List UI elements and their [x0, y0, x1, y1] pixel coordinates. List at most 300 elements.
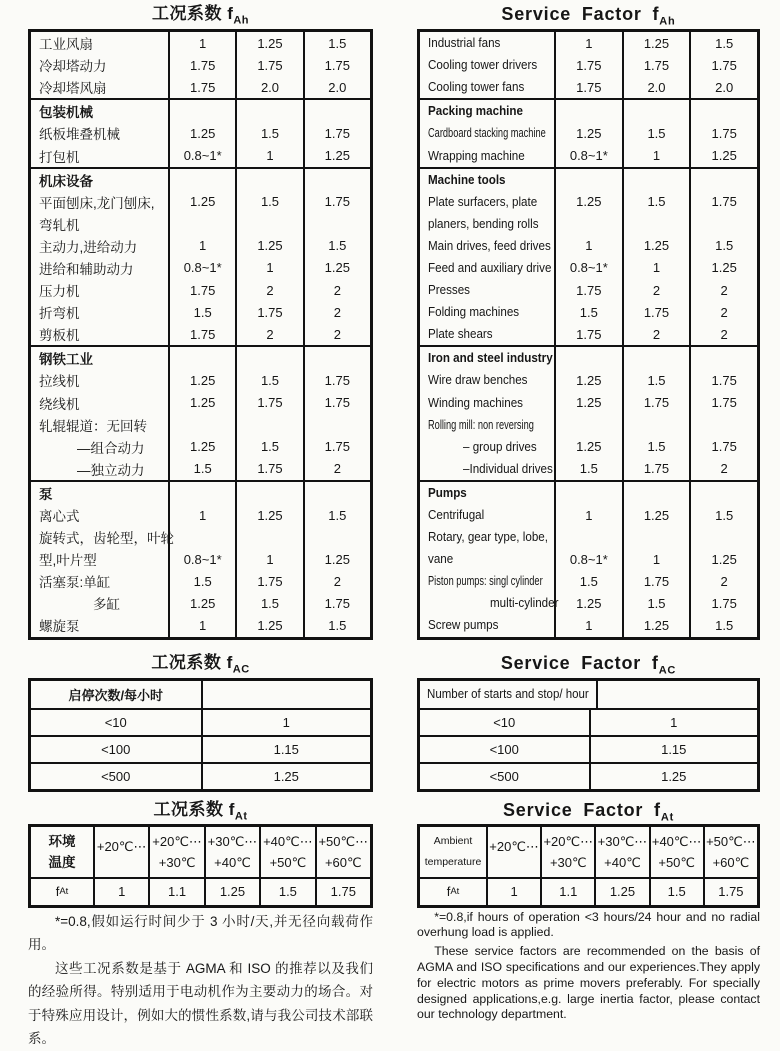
factor-symbol: f [446, 884, 451, 900]
factor-value [622, 347, 690, 369]
factor-value [168, 213, 235, 235]
table-row [31, 54, 370, 76]
factor-value: 1 [554, 32, 622, 54]
table-row [31, 436, 370, 458]
factor-value: 1.75 [703, 879, 757, 905]
footnote-recommendation-note: These service factors are recommended on the basis of AGMA and ISO specifications and our experiences.They apply for electric motors as prime movers preferably. For specially designed applications,e.g. large inertia factor, please contact our technology department. [417, 944, 760, 1022]
range-line: +50℃ [658, 854, 696, 870]
temperature-range [259, 827, 314, 877]
footnote-en [417, 910, 760, 1024]
range-line: +60℃ [712, 854, 750, 870]
factor-value: 1.75 [303, 436, 370, 458]
header-line: temperature [424, 855, 482, 868]
range-line: +50℃⋯ [706, 833, 756, 849]
row-label-text: 工业风扇 [39, 37, 93, 53]
factor-value [554, 482, 622, 504]
row-label [31, 414, 168, 436]
row-label [31, 122, 168, 144]
factor-value: 1.25 [554, 191, 622, 213]
factor-value: 1.75 [622, 392, 690, 414]
factor-value [235, 347, 302, 369]
table-header-row [420, 681, 757, 708]
row-label-text: Rolling mill: non reversing [428, 417, 534, 432]
factor-symbol: f [55, 884, 60, 900]
row-label-text: Industrial fans [428, 36, 501, 51]
table-row [31, 32, 370, 54]
row-label [31, 32, 168, 54]
factor-value: 1.5 [259, 879, 314, 905]
row-label-text: 钢铁工业 [39, 352, 93, 368]
table-row [420, 279, 757, 301]
factor-value: 1 [235, 144, 302, 166]
table-row [31, 392, 370, 414]
range-line: +50℃⋯ [318, 833, 369, 849]
table-row [31, 279, 370, 301]
factor-value: 1.25 [168, 436, 235, 458]
table-row [31, 191, 370, 213]
table-row [31, 458, 370, 480]
factor-value: 1 [235, 257, 302, 279]
table-row [420, 301, 757, 323]
fat-title-en [417, 799, 760, 824]
factor-value: 1.5 [168, 458, 235, 480]
row-label [420, 191, 554, 213]
factor-value: 1.25 [303, 548, 370, 570]
factor-value: 2 [303, 323, 370, 345]
factor-value [303, 414, 370, 436]
factor-value [689, 100, 757, 122]
row-label-text: Cooling tower drivers [428, 58, 538, 73]
row-label-text: 绕线机 [39, 396, 80, 412]
factor-value: 2 [689, 323, 757, 345]
row-label-text: vane [428, 552, 454, 567]
factor-value [303, 526, 370, 548]
factor-value [554, 414, 622, 436]
factor-value: 1.25 [168, 122, 235, 144]
factor-value: 2 [235, 323, 302, 345]
factor-value: 1.75 [622, 458, 690, 480]
row-label [31, 279, 168, 301]
ambient-temperature-label [31, 827, 93, 877]
row-label-text: 旋转式，齿轮型，叶轮 [39, 531, 174, 547]
factor-value: 1.25 [594, 879, 648, 905]
temperature-range [93, 827, 148, 877]
factor-value [168, 169, 235, 191]
row-label-text: Pumps [428, 485, 467, 500]
factor-value: 1.75 [622, 570, 690, 592]
row-label [420, 279, 554, 301]
row-label-text: Main drives, feed drives [428, 238, 551, 253]
factor-value: 1.75 [303, 369, 370, 391]
factor-value [689, 414, 757, 436]
range-line: +30℃ [158, 854, 196, 870]
row-label-text: 螺旋泵 [39, 619, 80, 635]
factor-value: 1.75 [235, 570, 302, 592]
factor-value [235, 100, 302, 122]
factor-value: 1.75 [554, 76, 622, 98]
fac-table-zh [28, 678, 373, 792]
factor-value: 1.25 [201, 764, 371, 789]
factor-value: 1.75 [235, 392, 302, 414]
factor-value [303, 213, 370, 235]
starts-per-hour-header: Number of starts and stop/ hour [427, 687, 589, 702]
row-label-text: 泵 [39, 486, 53, 502]
factor-value [554, 526, 622, 548]
factor-value: 1 [486, 879, 540, 905]
table-row [420, 504, 757, 526]
factor-value [622, 526, 690, 548]
table-row [31, 144, 370, 166]
factor-value: 1.75 [689, 436, 757, 458]
factor-value: 1.75 [303, 54, 370, 76]
factor-value [168, 347, 235, 369]
factor-value [235, 414, 302, 436]
row-label [420, 213, 554, 235]
row-label [31, 504, 168, 526]
row-label [420, 482, 554, 504]
header-line: 环境 [48, 833, 76, 849]
temperature-range [486, 827, 540, 877]
factor-value: 1.25 [168, 392, 235, 414]
factor-value: 1.5 [235, 191, 302, 213]
factor-value [622, 100, 690, 122]
factor-value: 0.8~1* [168, 548, 235, 570]
title-subscript: Ah [233, 14, 250, 27]
starts-count: <500 [489, 768, 519, 784]
factor-value [235, 482, 302, 504]
row-label-text: Centrifugal [428, 508, 485, 523]
factor-value: 2.0 [622, 76, 690, 98]
table-row [31, 735, 370, 762]
factor-value: 2 [303, 458, 370, 480]
factor-value: 1.75 [689, 592, 757, 614]
range-line: +20℃⋯ [152, 833, 202, 849]
row-label [31, 526, 174, 548]
row-label [420, 392, 554, 414]
row-label [420, 323, 554, 345]
table-row [31, 762, 370, 789]
factor-value: 2 [689, 570, 757, 592]
factor-value: 1.25 [235, 614, 302, 636]
row-label-text: Packing machine [428, 104, 523, 119]
factor-value: 1.25 [168, 191, 235, 213]
table-row [31, 570, 370, 592]
factor-value: 1.25 [622, 32, 690, 54]
table-row [420, 191, 757, 213]
table-row [420, 708, 757, 735]
range-line: +50℃ [269, 854, 307, 870]
range-line: +20℃⋯ [96, 839, 147, 855]
factor-value: 2 [235, 279, 302, 301]
row-label [31, 301, 168, 323]
factor-value: 1.5 [554, 570, 622, 592]
factor-value: 1 [168, 504, 235, 526]
row-label-text: Cooling tower fans [428, 80, 525, 95]
factor-value [235, 213, 302, 235]
factor-value [554, 213, 622, 235]
factor-value: 1 [622, 144, 690, 166]
row-label-text: 折弯机 [39, 306, 80, 322]
row-label [420, 100, 554, 122]
title-text: 工况系数 f [153, 799, 235, 819]
factor-value [622, 414, 690, 436]
factor-value: 1.75 [168, 323, 235, 345]
factor-value: 1.5 [622, 436, 690, 458]
factor-value: 1.5 [689, 614, 757, 636]
factor-value: 1.25 [589, 764, 758, 789]
row-label-text: 轧辊辊道：无回转 [39, 418, 147, 434]
title-text: 工况系数 f [151, 4, 234, 23]
table-row [420, 436, 757, 458]
starts-per-hour-header: 启停次数/每小时 [68, 687, 164, 703]
row-label-text: Wrapping machine [428, 148, 525, 163]
fat-title-zh [28, 800, 373, 820]
row-label [420, 526, 554, 548]
table-row [420, 54, 757, 76]
fah-table-en [417, 29, 760, 640]
factor-value [689, 347, 757, 369]
table-row [420, 548, 757, 570]
range-line: +30℃ [549, 854, 587, 870]
factor-value: 1.5 [303, 235, 370, 257]
table-row [31, 98, 370, 122]
table-row [420, 167, 757, 191]
factor-value: 2.0 [235, 76, 302, 98]
row-label [420, 592, 559, 614]
factor-value: 1.75 [689, 122, 757, 144]
factor-value: 1 [622, 257, 690, 279]
factor-value: 1.75 [689, 392, 757, 414]
table-row [420, 877, 757, 905]
table-row [31, 301, 370, 323]
factor-value: 2.0 [303, 76, 370, 98]
factor-value: 1.5 [689, 235, 757, 257]
factor-value: 1.5 [689, 32, 757, 54]
factor-value: 1.75 [168, 76, 235, 98]
factor-value: 0.8~1* [554, 144, 622, 166]
factor-value: 1.75 [315, 879, 370, 905]
row-label [31, 257, 168, 279]
range-line: +40℃⋯ [651, 833, 702, 849]
factor-value [168, 526, 235, 548]
factor-value [303, 482, 370, 504]
factor-value: 0.8~1* [168, 257, 235, 279]
factor-value: 1 [235, 548, 302, 570]
factor-value: 1.75 [303, 191, 370, 213]
factor-value: 1.15 [201, 737, 371, 762]
factor-value: 1.25 [303, 257, 370, 279]
factor-value: 1.5 [303, 504, 370, 526]
factor-value: 1.5 [168, 301, 235, 323]
factor-value: 1.5 [689, 504, 757, 526]
temperature-range [594, 827, 648, 877]
row-label [420, 235, 554, 257]
table-row [31, 323, 370, 345]
table-row [420, 592, 757, 614]
factor-value: 1.25 [689, 548, 757, 570]
factor-value: 1.25 [235, 504, 302, 526]
title-subscript: AC [658, 664, 677, 677]
table-row [31, 414, 370, 436]
table-row [31, 504, 370, 526]
row-label-text: 压力机 [39, 284, 80, 300]
table-row [420, 570, 757, 592]
factor-value: 1.5 [235, 122, 302, 144]
header-line: Ambient [433, 834, 473, 847]
table-row [420, 735, 757, 762]
row-label-text: planers, bending rolls [428, 216, 539, 231]
row-label-text: Presses [428, 283, 470, 298]
table-row [31, 235, 370, 257]
table-row [420, 392, 757, 414]
factor-value: 1.25 [303, 144, 370, 166]
table-header-row [31, 681, 370, 708]
factor-value [168, 100, 235, 122]
factor-value: 1.75 [554, 323, 622, 345]
footnote-recommendation-note: 这些工况系数是基于 AGMA 和 ISO 的推荐以及我们的经验所得。特别适用于电动机作为主要动力的场合。对于特殊应用设计，例如大的惯性系数,请与我公司技术部联系。 [28, 960, 373, 1047]
ambient-temperature-label [420, 827, 486, 877]
factor-value: 2 [622, 279, 690, 301]
factor-value [689, 213, 757, 235]
factor-value: 1.5 [235, 592, 302, 614]
row-label-text: —独立动力 [77, 462, 145, 478]
row-label [420, 144, 554, 166]
table-row [420, 76, 757, 98]
factor-value: 1.5 [554, 301, 622, 323]
factor-value: 1.75 [168, 54, 235, 76]
factor-value: 1.5 [235, 436, 302, 458]
row-label-text: 离心式 [39, 509, 80, 525]
row-label-text: Plate surfacers, plate [428, 194, 538, 209]
table-row [420, 345, 757, 369]
row-label-text: 弯轧机 [39, 217, 80, 233]
title-text: Service Factor f [501, 4, 660, 24]
factor-value: 1.25 [168, 369, 235, 391]
row-label [31, 144, 168, 166]
temperature-range [315, 827, 370, 877]
factor-value: 1.5 [303, 32, 370, 54]
table-row [31, 122, 370, 144]
row-label-text: 平面刨床,龙门刨床, [39, 195, 155, 211]
factor-value: 1 [93, 879, 148, 905]
factor-value: 0.8~1* [554, 548, 622, 570]
title-text: 工况系数 f [151, 652, 233, 672]
factor-value [235, 526, 302, 548]
row-label-text: 型,叶片型 [39, 553, 97, 569]
factor-value: 1.75 [235, 54, 302, 76]
row-label [31, 54, 168, 76]
table-row [420, 480, 757, 504]
row-label [420, 54, 554, 76]
range-line: +30℃⋯ [207, 833, 258, 849]
factor-value: 1.25 [622, 614, 690, 636]
row-label [420, 369, 554, 391]
row-label-text: 拉线机 [39, 374, 80, 390]
starts-count: <100 [101, 741, 131, 757]
factor-value [689, 169, 757, 191]
row-label-text: Plate shears [428, 327, 493, 342]
factor-value: 1.75 [303, 392, 370, 414]
row-label-text: 包装机械 [39, 105, 93, 121]
row-label [420, 570, 554, 592]
factor-value: 0.8~1* [168, 144, 235, 166]
factor-value: 1 [622, 548, 690, 570]
temperature-range [540, 827, 594, 877]
fat-symbol: f At [55, 884, 69, 900]
factor-value: 2 [622, 323, 690, 345]
factor-value: 1.5 [649, 879, 703, 905]
row-label [31, 570, 168, 592]
factor-value: 1.75 [689, 369, 757, 391]
fah-title-zh [28, 4, 373, 27]
factor-value: 1 [554, 614, 622, 636]
row-label-text: Winding machines [428, 395, 523, 410]
factor-value: 1.5 [554, 458, 622, 480]
row-label [31, 369, 168, 391]
row-label [420, 436, 554, 458]
table-row [31, 480, 370, 504]
starts-count: <10 [493, 714, 516, 730]
row-label-text: Folding machines [428, 305, 520, 320]
factor-value: 1.25 [554, 392, 622, 414]
row-label-text: 多缸 [93, 597, 120, 613]
row-label-text: Screw pumps [428, 618, 499, 633]
row-label-text: Wire draw benches [428, 373, 528, 388]
factor-value: 0.8~1* [554, 257, 622, 279]
table-row [420, 614, 757, 636]
row-label-text: 冷却塔动力 [39, 59, 107, 75]
factor-value [303, 169, 370, 191]
factor-value: 1.25 [168, 592, 235, 614]
row-label [420, 347, 554, 369]
row-label [31, 458, 168, 480]
factor-value: 1.25 [689, 257, 757, 279]
factor-value: 2 [303, 279, 370, 301]
english-column [392, 0, 780, 1051]
row-label [31, 548, 168, 570]
table-row [31, 213, 370, 235]
table-row [420, 144, 757, 166]
range-line: +40℃ [604, 854, 641, 870]
fat-symbol: f At [446, 884, 460, 900]
factor-value: 1 [589, 710, 758, 735]
range-line: +40℃ [214, 854, 251, 870]
row-label-text: 打包机 [39, 149, 80, 165]
range-line: +40℃⋯ [263, 833, 313, 849]
header-blank-cell [596, 681, 757, 708]
factor-value: 1.25 [554, 369, 622, 391]
row-label [31, 191, 168, 213]
table-row [420, 98, 757, 122]
factor-value: 1 [168, 32, 235, 54]
row-label [31, 482, 168, 504]
factor-value: 1.25 [554, 122, 622, 144]
range-line: +30℃⋯ [597, 833, 648, 849]
factor-value [622, 482, 690, 504]
factor-value: 1.5 [168, 570, 235, 592]
row-label [31, 436, 168, 458]
factor-value: 1.75 [303, 122, 370, 144]
row-label-text: 冷却塔风扇 [39, 81, 107, 97]
row-label-text: 进给和辅助动力 [39, 261, 134, 277]
factor-value: 1.25 [554, 436, 622, 458]
factor-value: 1.75 [235, 301, 302, 323]
title-subscript: At [234, 809, 248, 822]
row-label [420, 414, 554, 436]
factor-value: 1.15 [589, 737, 758, 762]
table-row [31, 614, 370, 636]
factor-value [554, 347, 622, 369]
